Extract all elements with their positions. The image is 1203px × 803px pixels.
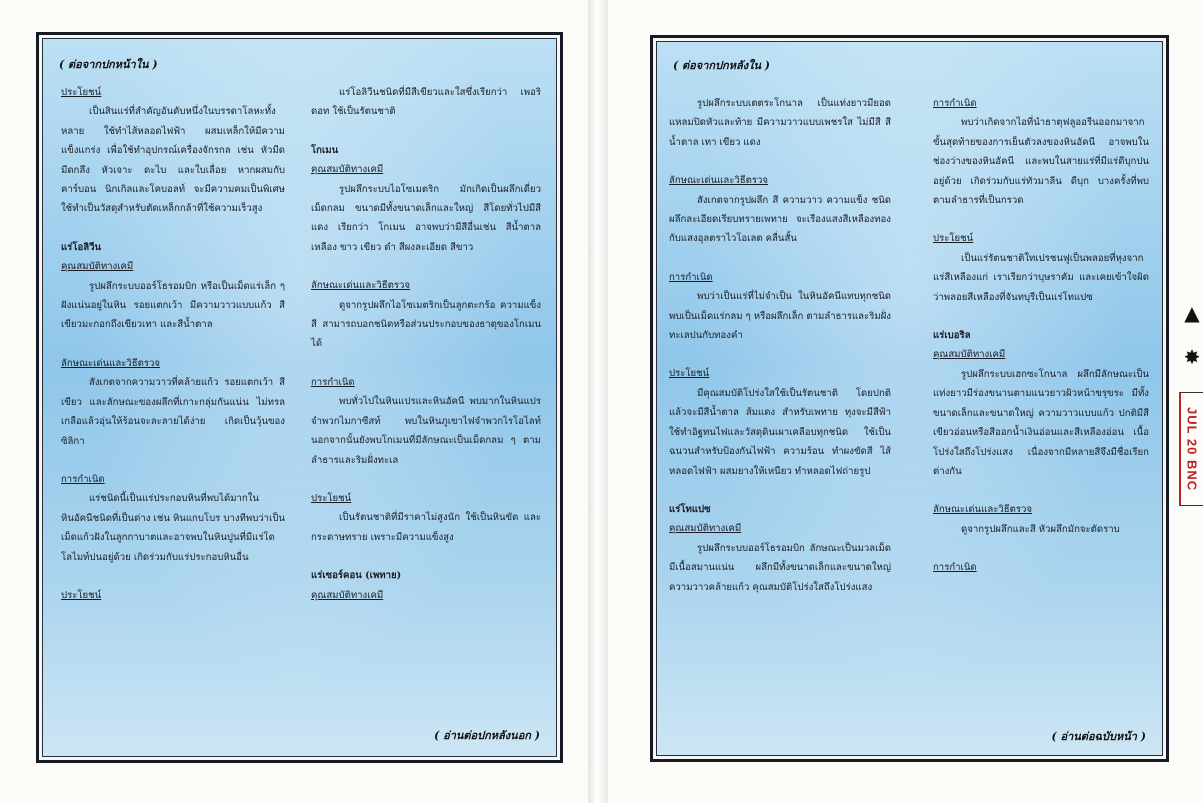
body-paragraph: พบทั่วไปในหินแปรและหินอัคนี พบมากในหินแปรจำพวกไมกาซีสท์ พบในหินภูเขาไฟจำพวกไรโอไลท์ นอกจากนั้นยังพบโกเมนที่มีลักษณะเป็นเม็ดกลม ๆ ตามลำธารและริมฝั่งทะเล — [311, 396, 541, 466]
paragraph-gap — [61, 335, 285, 354]
paragraph-gap — [933, 539, 1149, 558]
paragraph-gap — [669, 152, 891, 171]
paragraph-gap — [669, 249, 891, 268]
left-column-1 — [61, 83, 285, 605]
starburst-icon: ✸ — [1183, 345, 1201, 369]
subheading: การกำเนิด — [61, 473, 105, 485]
paragraph-gap — [311, 354, 541, 373]
right-page — [608, 0, 1203, 803]
left-page-frame — [36, 32, 563, 763]
body-paragraph: สังเกตจากความวาวที่คล้ายแก้ว รอยแตกเว้า สีเขียว และลักษณะของผลึกที่เกาะกลุ่มกันแน่น ไม่ทรลเกลือแล้วอุ่นให้ร้อนจะละลายได้ง่าย เกิดเป็นวุ้นของซิลิกา — [61, 377, 285, 447]
body-paragraph: ดูจากรูปผลึกไอโซเมตริกเป็นลูกตะกร้อ ความแข็ง สี สามารถบอกชนิดหรือส่วนประกอบของธาตุของโกเมนได้ — [311, 299, 541, 350]
paragraph-gap — [311, 547, 541, 566]
subheading: ลักษณะเด่นและวิธีตรวจ — [933, 504, 1032, 516]
section-title: แร่โทแปซ — [669, 503, 711, 515]
subheading: การกำเนิด — [669, 271, 713, 283]
section-title: แร่เบอริล — [933, 330, 971, 342]
left-page — [0, 0, 588, 803]
body-paragraph: ดูจากรูปผลึกและสี หัวผลึกมักจะตัดราบ — [961, 523, 1120, 535]
body-paragraph: แร่ชนิดนี้เป็นแร่ประกอบหินที่พบได้มากในหินอัคนีชนิดที่เป็นด่าง เช่น หินแกบโบร บางทีพบว่าเป็นเม็ดแก้วฝังในลูกกาบาตและอาจพบในหินปูนที่มีแร่โดโลไมท์ปนอยู่ด้วย เกิดร่วมกับแร่ประกอบหินอื่น — [61, 493, 285, 563]
paragraph-gap — [933, 307, 1149, 326]
edge-date-tab — [1179, 392, 1203, 506]
body-paragraph: สังเกตจากรูปผลึก สี ความวาว ความแข็ง ชนิดผลึกละเอียดเรียบทรายเพทาย จะเรืองแสงสีเหลืองทองกับแสงอุลตราไวโอเลต คลื่นสั้น — [669, 194, 891, 245]
section-title: โกเมน — [311, 144, 339, 156]
body-paragraph: เป็นสินแร่ที่สำคัญอันดับหนึ่งในบรรดาโลหะทั้งหลาย ใช้ทำไส้หลอดไฟฟ้า ผสมเหล็กให้มีความแข็งแกร่ง เพื่อใช้ทำอุปกรณ์เครื่องจักรกล เช่น หัวมีด มีดกลึง หัวเจาะ ดะไบ และใบเลื่อย หากผสมกับคาร์บอน นิกเกิลและโคบอลท์ จะมีความคมเป็นพิเศษ ใช้ทำเป็นวัสดุสำหรับตัดเหล็กกล้าที่ใช้ความเร็วสูง — [61, 106, 285, 215]
paragraph-gap — [669, 345, 891, 364]
subheading: คุณสมบัติทางเคมี — [311, 164, 384, 176]
body-paragraph: พบว่าเกิดจากไอที่นำธาตุฟลูออรีนออกมาจากขั้นสุดท้ายของการเย็นตัวลงของหินอัคนี อาจพบในช่องว่างของหินอัคนี และพบในสายแร่ที่มีแร่ดีบุกปนอยู่ด้วย เกิดร่วมกับแร่ทัวมาลีน ดีบุก บางครั้งที่พบตามลำธารที่เป็นกรวด — [933, 117, 1149, 207]
subheading: ประโยชน์ — [61, 87, 102, 98]
subheading: การกำเนิด — [933, 98, 977, 109]
body-paragraph: รูปผลึกระบบไอโซเมตริก มักเกิดเป็นผลึกเดี่ยว เม็ดกลม ขนาดมีทั้งขนาดเล็กและใหญ่ สีโดยทั่วไปมีสีแดง เรียกว่า โกเมน อาจพบว่ามีสีอื่นเช่น สีน้ำตาล เหลือง ขาว เขียว ดำ สีผงละเอียด สีขาว — [311, 183, 541, 253]
left-continued-to: ( อ่านต่อปกหลังนอก ) — [434, 729, 540, 742]
right-page-frame — [650, 35, 1169, 762]
paragraph-gap — [61, 219, 285, 238]
body-paragraph: เป็นแร่รัตนชาติใทเปรชนฟูเป็นพลอยที่หุงจากแร่สีเหลืองแก่ เราเรียกว่าบุษราคัม และเคยเข้าใจผิดว่าพลอยสีเหลืองที่จันทบุรีเป็นแร่โทแปซ — [933, 252, 1149, 303]
edge-date-text: JUL 20 BNC — [1184, 406, 1200, 492]
body-paragraph: รูปผลึกระบบเตตระโกนาล เป็นแท่งยาวมียอดแหลมปิดหัวและท้าย มีความวาวแบบเพชรใส ไม่มีสี สีน้ำตาล เทา เขียว แดง — [669, 98, 891, 148]
subheading: คุณสมบัติทางเคมี — [61, 261, 134, 273]
body-paragraph: มีคุณสมบัติโปร่งใสใช้เป็นรัตนชาติ โดยปกติแล้วจะมีสีน้ำตาล ส้มแดง สำหรับเพทาย ทุงจะมีสีฟ้า ใช้ทำอิฐทนไฟและวัสดุดินเผาเคลือบทุกชนิด ใช้เป็นฉนวนสำหรับป้องกันไฟฟ้า ความร้อน ทำผงขัดสี ไส้หลอดไฟฟ้า ผสมยางให้เหนียว ทำหลอดไฟถ่ายรูป — [669, 387, 891, 477]
right-continued-to: ( อ่านต่อฉบับหน้า ) — [1051, 730, 1146, 743]
section-title: แร่โอลิวีน — [61, 241, 102, 253]
paragraph-gap — [311, 470, 541, 489]
left-column-2 — [311, 83, 541, 605]
body-paragraph: พบว่าเป็นแร่ที่ไม่จำเป็น ในหินอัคนีแทบทุกชนิด พบเป็นเม็ดแร่กลม ๆ หรือผลึกเล็ก ตามลำธารและริมฝั่งทะเลปนกับทองคำ — [669, 291, 891, 342]
body-paragraph: รูปผลึกระบบเฮกซะโกนาล ผลึกมีลักษณะเป็นแท่งยาวมีร่องขนานตามแนวยาวผิวหน้าขรุขระ มีทั้งขนาดเล็กและขนาดใหญ่ ความวาวแบบแก้ว ปกติมีสีเขียวอ่อนหรือสีออกน้ำเงินอ่อนและสีเหลืองอ่อน เนื้อโปร่งใสถึงโปร่งแสง เนื่องจากมีหลายสีจึงมีชื่อเรียกต่างกัน — [933, 368, 1149, 477]
body-paragraph: แร่โอลิวีนชนิดที่มีสีเขียวและใสซึ่งเรียกว่า เพอริดอท ใช้เป็นรัตนชาติ — [311, 87, 541, 118]
subheading: คุณสมบัติทางเคมี — [311, 589, 384, 601]
book-gutter — [588, 0, 608, 803]
left-continued-from: ( ต่อจากปกหน้าใน ) — [59, 58, 158, 71]
right-continued-from: ( ต่อจากปกหลังใน ) — [673, 59, 770, 72]
paragraph-gap — [933, 481, 1149, 500]
section-title: แร่เซอร์คอน (เพทาย) — [311, 570, 402, 582]
triangle-logo-icon: ▲ — [1184, 301, 1200, 325]
body-paragraph: รูปผลึกระบบออร์โธรอมบิก หรือเป็นเม็ดแร่เล็ก ๆ ฝังแน่นอยู่ในหิน รอยแตกเว้า มีความวาวแบบแก้ว สีเขียวมะกอกถึงเขียวเทา และสีน้ำตาล — [61, 280, 285, 331]
subheading: ประโยชน์ — [61, 589, 102, 601]
paragraph-gap — [669, 481, 891, 500]
body-paragraph: เป็นรัตนชาติที่มีราคาไม่สูงนัก ใช้เป็นหินขัด และกระดาษทราย เพราะมีความแข็งสูง — [311, 512, 541, 543]
paragraph-gap — [311, 257, 541, 276]
subheading: ลักษณะเด่นและวิธีตรวจ — [311, 280, 410, 292]
subheading: ลักษณะเด่นและวิธีตรวจ — [669, 175, 768, 187]
subheading: ประโยชน์ — [669, 368, 710, 380]
paragraph-gap — [311, 122, 541, 141]
paragraph-gap — [933, 210, 1149, 229]
paragraph-gap — [61, 567, 285, 586]
subheading: คุณสมบัติทางเคมี — [669, 523, 742, 535]
paragraph-gap — [61, 451, 285, 470]
right-column-1 — [669, 94, 891, 597]
subheading: การกำเนิด — [311, 376, 355, 388]
subheading: ประโยชน์ — [311, 492, 352, 504]
right-column-2 — [933, 94, 1149, 578]
subheading: ประโยชน์ — [933, 233, 974, 245]
subheading: การกำเนิด — [933, 562, 977, 574]
subheading: คุณสมบัติทางเคมี — [933, 349, 1006, 361]
subheading: ลักษณะเด่นและวิธีตรวจ — [61, 357, 160, 369]
body-paragraph: รูปผลึกระบบออร์โธรอมบิก ลักษณะเป็นมวลเม็ดมีเนื้อสมานแน่น ผลึกมีทั้งขนาดเล็กและขนาดใหญ่ ความวาวคล้ายแก้ว คุณสมบัติโปร่งใสถึงโปร่งแสง — [669, 542, 891, 593]
